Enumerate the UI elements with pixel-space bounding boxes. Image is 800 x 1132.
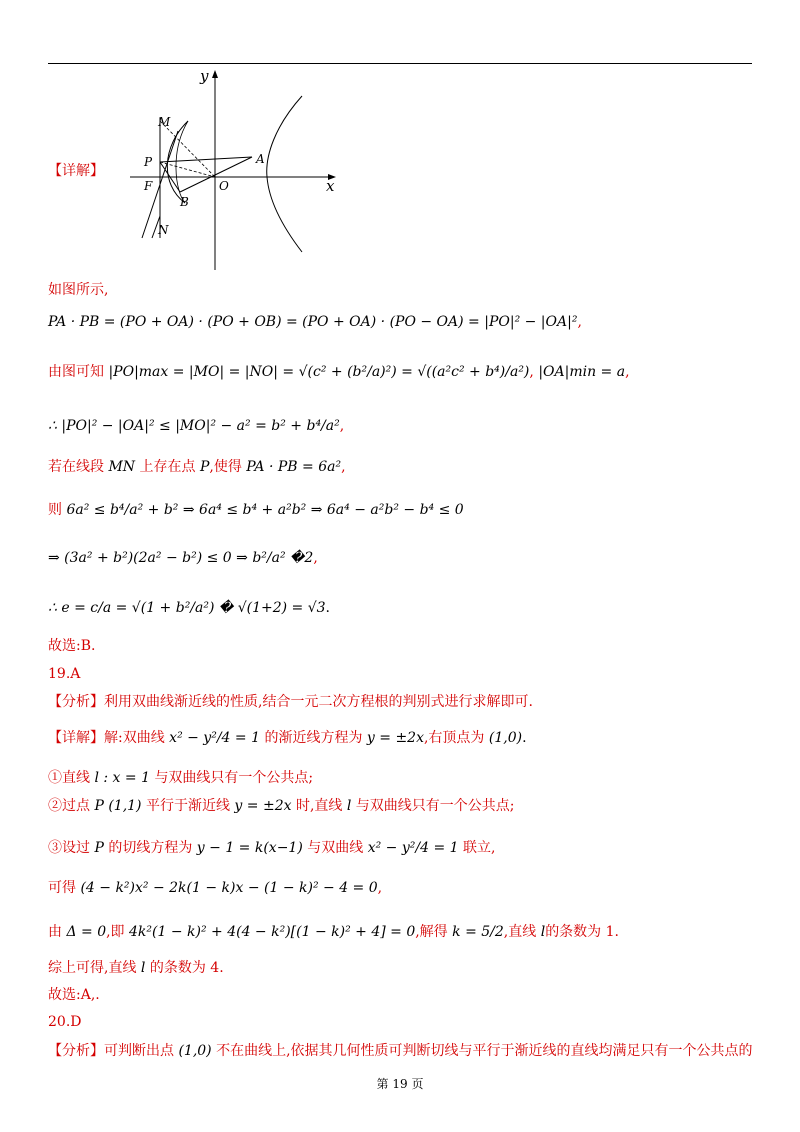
formula-line: PA · PB = (PO + OA) · (PO + OB) = (PO + OA) · (PO − OA) = |PO|² − |OA|², xyxy=(48,314,582,330)
detail-label: 【详解】 xyxy=(48,163,104,179)
formula-line: 则 6a² ≤ b⁴/a² + b² ⇒ 6a⁴ ≤ b⁴ + a²b² ⇒ 6a⁴ − a²b² − b⁴ ≤ 0 xyxy=(48,502,464,518)
detail-tag xyxy=(48,161,104,181)
label-a: A xyxy=(256,152,265,166)
answer-line: 故选:B. xyxy=(48,638,96,654)
case-line: ③设过 P 的切线方程为 y − 1 = k(x−1) 与双曲线 x² − y²/4 = 1 联立, xyxy=(48,840,496,856)
text-line: 若在线段 MN 上存在点 P,使得 PA · PB = 6a², xyxy=(48,459,346,475)
answer-line: 故选:A,. xyxy=(48,987,100,1003)
formula-line: 由 Δ = 0,即 4k²(1 − k)² + 4(4 − k²)[(1 − k)² + 4] = 0,解得 k = 5/2,直线 l的条数为 1. xyxy=(48,924,619,940)
case-line: ①直线 l : x = 1 与双曲线只有一个公共点; xyxy=(48,770,314,786)
summary-line: 综上可得,直线 l 的条数为 4. xyxy=(48,960,224,976)
y-axis-label: y xyxy=(200,67,209,85)
segment-pa xyxy=(160,157,252,162)
page-footer: 第 19 页 xyxy=(376,1077,424,1091)
label-b: B xyxy=(180,195,189,209)
question-number: 20.D xyxy=(48,1014,82,1030)
label-o: O xyxy=(219,179,229,193)
formula-line: 由图可知 |PO|max = |MO| = |NO| = √(c² + (b²/a)²) = √((a²c² + b⁴)/a²), |OA|min = a, xyxy=(48,364,630,380)
hyperbola-right-branch xyxy=(267,96,302,252)
analysis-line: 【分析】可判断出点 (1,0) 不在曲线上,依据其几何性质可判断切线与平行于渐近线的直线均满足只有一个公共点的 xyxy=(48,1043,753,1059)
header-rule xyxy=(48,63,752,64)
formula-line: ∴ e = c/a = √(1 + b²/a²) � √(1+2) = √3. xyxy=(48,600,330,616)
formula-line: ∴ |PO|² − |OA|² ≤ |MO|² − a² = b² + b⁴/a², xyxy=(48,418,345,434)
label-p: P xyxy=(144,155,153,169)
analysis-line: 【分析】利用双曲线渐近线的性质,结合一元二次方程根的判别式进行求解即可. xyxy=(48,694,533,710)
text-line: 如图所示, xyxy=(48,282,109,298)
label-m: M xyxy=(158,115,171,129)
segment-mo-dashed xyxy=(160,121,215,177)
formula-line: ⇒ (3a² + b²)(2a² − b²) ≤ 0 ⇒ b²/a² �2, xyxy=(48,550,318,566)
case-line: ②过点 P (1,1) 平行于渐近线 y = ±2x 时,直线 l 与双曲线只有一个公共点; xyxy=(48,798,515,814)
y-axis-arrow xyxy=(212,70,218,78)
x-axis-label: x xyxy=(326,177,335,195)
label-n: N xyxy=(158,223,169,237)
detail-line: 【详解】解:双曲线 x² − y²/4 = 1 的渐近线方程为 y = ±2x,右顶点为 (1,0). xyxy=(48,730,527,746)
label-f: F xyxy=(144,179,153,193)
segment-ba xyxy=(180,157,252,192)
question-number: 19.A xyxy=(48,666,81,682)
hyperbola-figure xyxy=(130,66,345,272)
formula-line: 可得 (4 − k²)x² − 2k(1 − k)x − (1 − k)² − 4 = 0, xyxy=(48,880,383,896)
